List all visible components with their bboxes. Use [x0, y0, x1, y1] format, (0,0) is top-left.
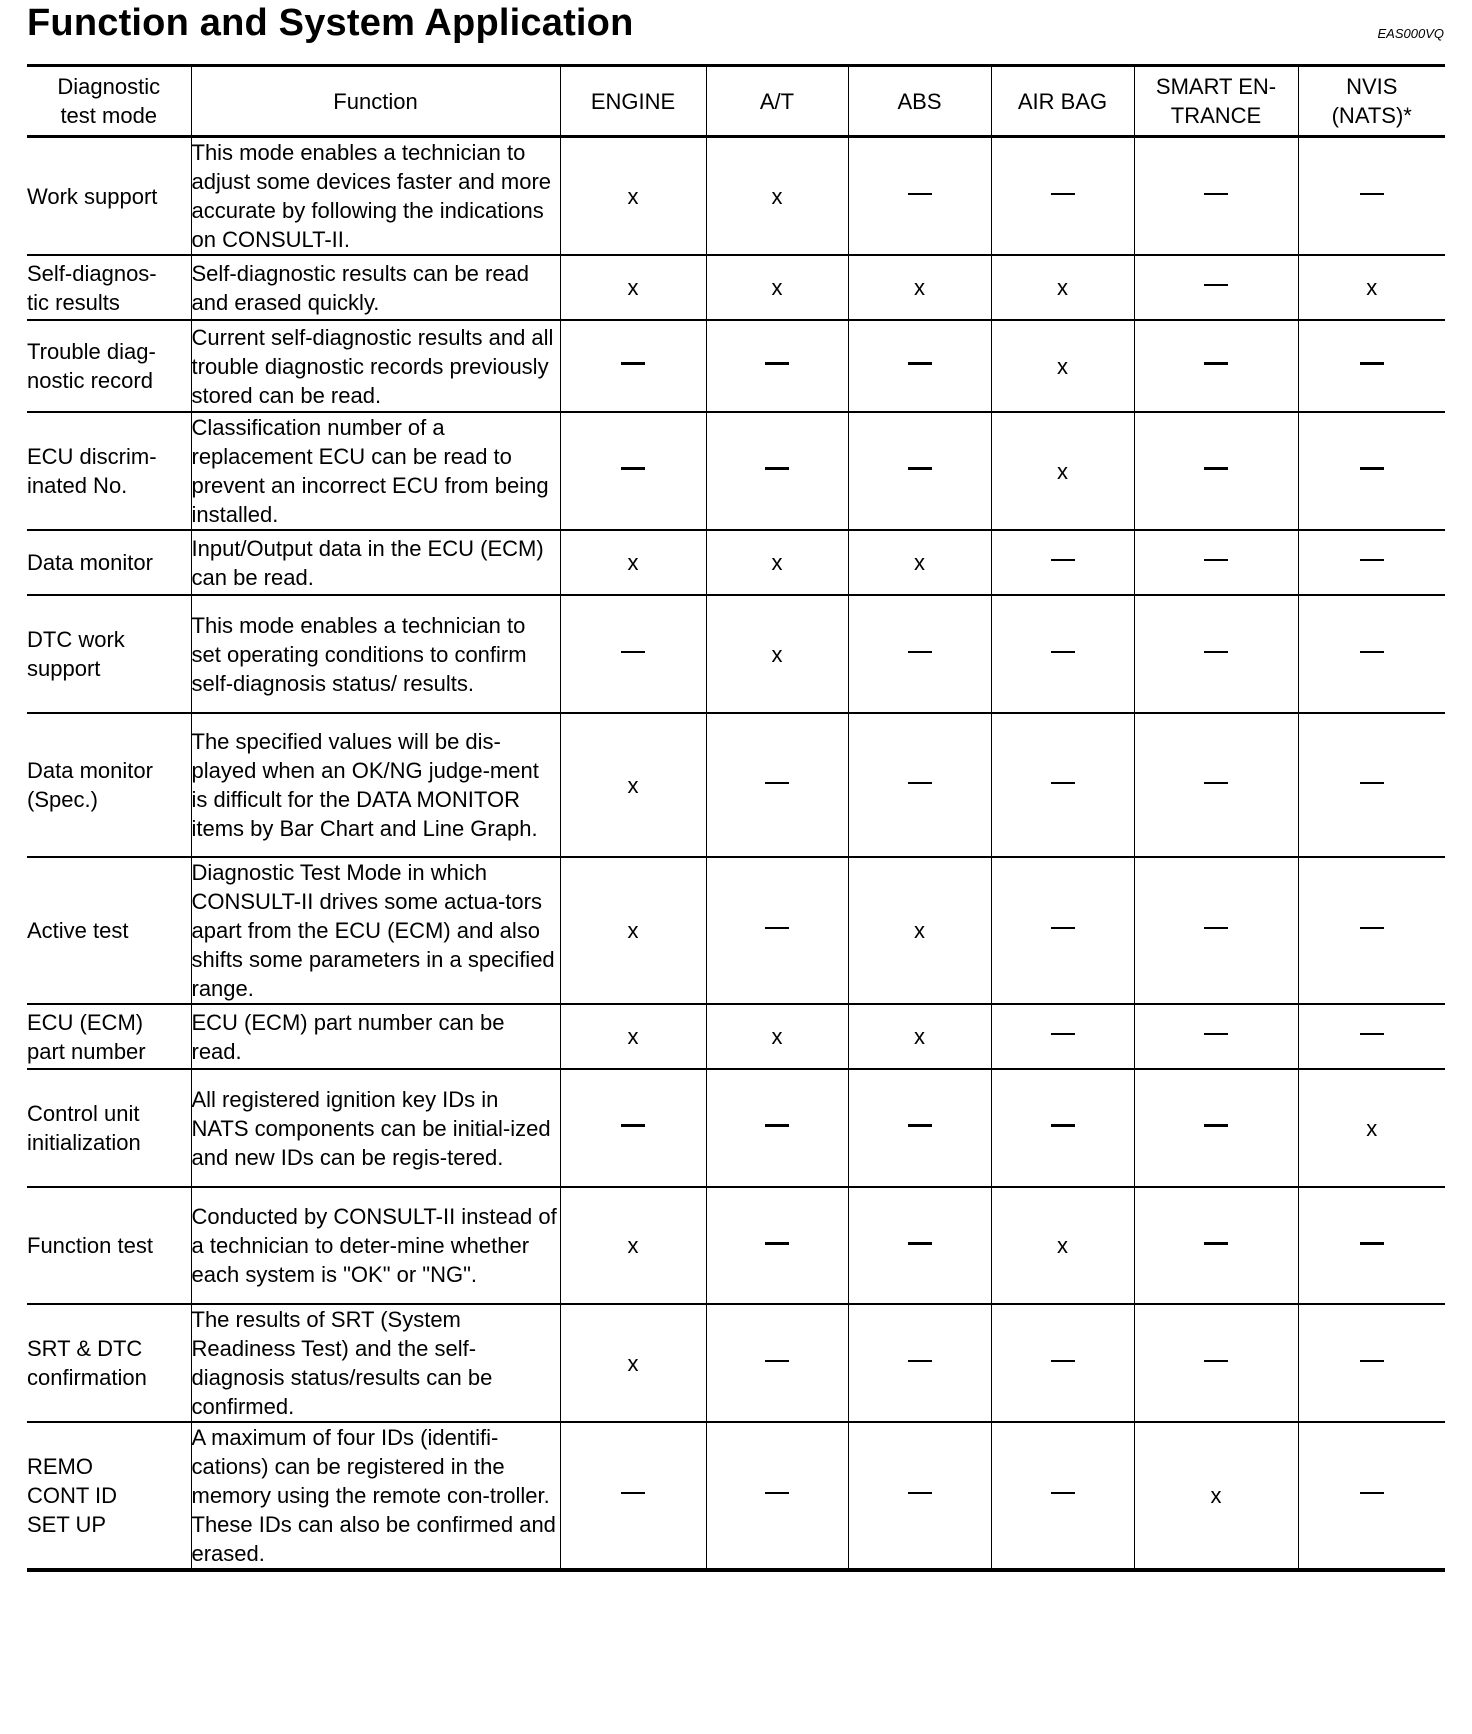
mark-cell-engine: [560, 857, 706, 1004]
applicable-mark: x: [627, 1350, 639, 1376]
dash-glyph: [765, 1360, 789, 1362]
table-body: [27, 137, 1445, 1571]
table-row: [27, 1004, 1445, 1069]
dash-glyph: [765, 1124, 789, 1127]
dash-glyph: [908, 1124, 932, 1127]
mark-cell-nvis-nats: [1298, 530, 1445, 595]
applicable-mark: x: [627, 1024, 639, 1049]
dash-glyph: [1051, 927, 1075, 929]
dash-glyph: [908, 1242, 932, 1245]
mark-cell-abs: [848, 713, 991, 857]
mark-cell-nvis-nats: [1298, 255, 1445, 320]
mark-cell-abs: [848, 1004, 991, 1069]
mark-cell-smart-entrance: [1134, 412, 1298, 530]
function-description-cell: Conducted by CONSULT-II instead of a technician to deter-mine whether each system is "OK" or "NG".: [191, 1187, 560, 1304]
dash-glyph: [765, 1242, 789, 1245]
table-row: [27, 412, 1445, 530]
mark-cell-nvis-nats: [1298, 412, 1445, 530]
diagnostic-mode-cell: Work support: [27, 137, 191, 256]
mark-cell-engine: [560, 320, 706, 412]
mark-cell-nvis-nats: [1298, 1422, 1445, 1570]
diagnostic-mode-cell: ECU (ECM) part number: [27, 1004, 191, 1069]
applicable-mark: x: [627, 183, 639, 209]
dash-glyph: [621, 1124, 645, 1127]
header-engine: ENGINE: [560, 66, 706, 137]
dash-glyph: [908, 1360, 932, 1362]
applicable-mark: x: [771, 183, 783, 209]
header-smart-entrance: SMART EN- TRANCE: [1134, 66, 1298, 137]
dash-glyph: [1360, 1242, 1384, 1245]
table-row: [27, 1304, 1445, 1422]
mark-cell-abs: [848, 595, 991, 713]
function-description-cell: This mode enables a technician to set operating conditions to confirm self-diagnosis status/ results.: [191, 595, 560, 713]
mark-cell-air-bag: [991, 255, 1134, 320]
mark-cell-air-bag: [991, 1304, 1134, 1422]
diagnostic-mode-cell: ECU discrim- inated No.: [27, 412, 191, 530]
dash-glyph: [1204, 193, 1228, 195]
mark-cell-nvis-nats: [1298, 1069, 1445, 1187]
mark-cell-at: [706, 530, 848, 595]
mark-cell-abs: [848, 530, 991, 595]
applicable-mark: x: [771, 550, 783, 575]
mark-cell-smart-entrance: [1134, 1069, 1298, 1187]
diagnostic-mode-cell: REMO CONT ID SET UP: [27, 1422, 191, 1570]
applicable-mark: x: [914, 275, 925, 300]
dash-glyph: [908, 362, 932, 365]
diagnostic-mode-cell: Data monitor (Spec.): [27, 713, 191, 857]
mark-cell-nvis-nats: [1298, 1304, 1445, 1422]
mark-cell-air-bag: [991, 595, 1134, 713]
page-title: Function and System Application: [27, 2, 634, 44]
function-description-cell: Current self-diagnostic results and all trouble diagnostic records previously stored can be read.: [191, 320, 560, 412]
mark-cell-nvis-nats: [1298, 595, 1445, 713]
mark-cell-smart-entrance: [1134, 255, 1298, 320]
dash-glyph: [1051, 1033, 1075, 1035]
mark-cell-air-bag: [991, 713, 1134, 857]
dash-glyph: [1204, 1124, 1228, 1127]
table-row: [27, 713, 1445, 857]
mark-cell-smart-entrance: [1134, 857, 1298, 1004]
dash-glyph: [765, 782, 789, 784]
dash-glyph: [765, 1492, 789, 1494]
dash-glyph: [908, 193, 932, 195]
dash-glyph: [765, 467, 789, 470]
mark-cell-at: [706, 595, 848, 713]
mark-cell-abs: [848, 1422, 991, 1570]
applicable-mark: x: [914, 550, 925, 575]
mark-cell-smart-entrance: [1134, 1187, 1298, 1304]
header-air-bag: AIR BAG: [991, 66, 1134, 137]
dash-glyph: [1360, 1492, 1384, 1494]
diagnostic-mode-cell: Self-diagnos- tic results: [27, 255, 191, 320]
mark-cell-abs: [848, 320, 991, 412]
dash-glyph: [621, 1492, 645, 1494]
dash-glyph: [1204, 284, 1228, 286]
table-row: [27, 1187, 1445, 1304]
dash-glyph: [1360, 651, 1384, 653]
dash-glyph: [908, 467, 932, 470]
dash-glyph: [1360, 782, 1384, 784]
dash-glyph: [1051, 1492, 1075, 1494]
mark-cell-nvis-nats: [1298, 857, 1445, 1004]
mark-cell-abs: [848, 1187, 991, 1304]
mark-cell-at: [706, 1422, 848, 1570]
diagnostic-mode-cell: Data monitor: [27, 530, 191, 595]
applicable-mark: x: [914, 918, 925, 943]
diagnostic-mode-cell: DTC work support: [27, 595, 191, 713]
mark-cell-engine: [560, 1187, 706, 1304]
mark-cell-engine: [560, 530, 706, 595]
function-description-cell: ECU (ECM) part number can be read.: [191, 1004, 560, 1069]
mark-cell-smart-entrance: [1134, 713, 1298, 857]
dash-glyph: [1051, 782, 1075, 784]
applicable-mark: x: [1366, 1115, 1378, 1141]
dash-glyph: [1360, 362, 1384, 365]
mark-cell-engine: [560, 595, 706, 713]
dash-glyph: [1204, 362, 1228, 365]
mark-cell-air-bag: [991, 1187, 1134, 1304]
dash-glyph: [621, 651, 645, 653]
mark-cell-engine: [560, 255, 706, 320]
applicable-mark: x: [771, 1024, 783, 1049]
table-row: [27, 137, 1445, 256]
table-row: [27, 255, 1445, 320]
applicable-mark: x: [1057, 1233, 1068, 1258]
mark-cell-abs: [848, 255, 991, 320]
applicable-mark: x: [1366, 275, 1378, 300]
mark-cell-smart-entrance: [1134, 137, 1298, 256]
function-description-cell: This mode enables a technician to adjust some devices faster and more accurate by following the indications on CONSULT-II.: [191, 137, 560, 256]
dash-glyph: [1051, 559, 1075, 561]
mark-cell-air-bag: [991, 1004, 1134, 1069]
diagnostic-mode-cell: Active test: [27, 857, 191, 1004]
mark-cell-air-bag: [991, 1069, 1134, 1187]
dash-glyph: [1360, 1033, 1384, 1035]
applicable-mark: x: [627, 918, 639, 943]
mark-cell-air-bag: [991, 1422, 1134, 1570]
diagnostic-mode-cell: SRT & DTC confirmation: [27, 1304, 191, 1422]
table-row: [27, 595, 1445, 713]
mark-cell-at: [706, 1004, 848, 1069]
header-nvis-nats: NVIS (NATS)*: [1298, 66, 1445, 137]
mark-cell-at: [706, 320, 848, 412]
mark-cell-smart-entrance: [1134, 320, 1298, 412]
diagnostic-mode-cell: Function test: [27, 1187, 191, 1304]
applicable-mark: x: [914, 1024, 925, 1049]
dash-glyph: [1204, 651, 1228, 653]
function-description-cell: Input/Output data in the ECU (ECM) can be read.: [191, 530, 560, 595]
mark-cell-engine: [560, 412, 706, 530]
mark-cell-abs: [848, 1304, 991, 1422]
dash-glyph: [1360, 467, 1384, 470]
header-diagnostic-test-mode: Diagnostic test mode: [27, 66, 191, 137]
applicable-mark: x: [1057, 275, 1068, 300]
mark-cell-at: [706, 255, 848, 320]
mark-cell-at: [706, 713, 848, 857]
applicable-mark: x: [627, 772, 639, 798]
dash-glyph: [1051, 1124, 1075, 1127]
dash-glyph: [1204, 1360, 1228, 1362]
applicable-mark: x: [627, 550, 639, 575]
function-application-table: [27, 64, 1445, 1572]
dash-glyph: [1204, 559, 1228, 561]
applicable-mark: x: [1210, 1483, 1222, 1508]
header-function: Function: [191, 66, 560, 137]
mark-cell-smart-entrance: [1134, 530, 1298, 595]
mark-cell-engine: [560, 1304, 706, 1422]
dash-glyph: [621, 362, 645, 365]
mark-cell-engine: [560, 1422, 706, 1570]
mark-cell-air-bag: [991, 412, 1134, 530]
applicable-mark: x: [627, 1233, 639, 1258]
dash-glyph: [908, 1492, 932, 1494]
dash-glyph: [1204, 1033, 1228, 1035]
dash-glyph: [1051, 651, 1075, 653]
applicable-mark: x: [771, 275, 783, 300]
applicable-mark: x: [627, 275, 639, 300]
table-row: [27, 1422, 1445, 1570]
mark-cell-at: [706, 1069, 848, 1187]
applicable-mark: x: [1057, 458, 1068, 484]
mark-cell-smart-entrance: [1134, 1304, 1298, 1422]
dash-glyph: [1051, 1360, 1075, 1362]
mark-cell-abs: [848, 1069, 991, 1187]
mark-cell-air-bag: [991, 857, 1134, 1004]
mark-cell-at: [706, 1187, 848, 1304]
dash-glyph: [908, 782, 932, 784]
dash-glyph: [1204, 1242, 1228, 1245]
header-abs: ABS: [848, 66, 991, 137]
mark-cell-engine: [560, 1004, 706, 1069]
mark-cell-at: [706, 137, 848, 256]
dash-glyph: [1204, 467, 1228, 470]
function-description-cell: A maximum of four IDs (identifi-cations) can be registered in the memory using the remote con-troller. These IDs can also be confirmed and erased.: [191, 1422, 560, 1570]
function-description-cell: Classification number of a replacement ECU can be read to prevent an incorrect ECU from being installed.: [191, 412, 560, 530]
dash-glyph: [1051, 193, 1075, 195]
dash-glyph: [1360, 927, 1384, 929]
applicable-mark: x: [771, 641, 783, 667]
table-row: [27, 857, 1445, 1004]
mark-cell-engine: [560, 137, 706, 256]
dash-glyph: [1360, 559, 1384, 561]
mark-cell-at: [706, 857, 848, 1004]
diagnostic-mode-cell: Trouble diag- nostic record: [27, 320, 191, 412]
dash-glyph: [621, 467, 645, 470]
table-row: [27, 320, 1445, 412]
mark-cell-at: [706, 1304, 848, 1422]
mark-cell-air-bag: [991, 530, 1134, 595]
mark-cell-abs: [848, 412, 991, 530]
mark-cell-smart-entrance: [1134, 1004, 1298, 1069]
mark-cell-nvis-nats: [1298, 1004, 1445, 1069]
mark-cell-nvis-nats: [1298, 320, 1445, 412]
dash-glyph: [765, 362, 789, 365]
mark-cell-air-bag: [991, 320, 1134, 412]
header-at: A/T: [706, 66, 848, 137]
dash-glyph: [1204, 782, 1228, 784]
function-description-cell: Diagnostic Test Mode in which CONSULT-II drives some actua-tors apart from the ECU (ECM) and also shifts some parameters in a specified range.: [191, 857, 560, 1004]
mark-cell-smart-entrance: [1134, 1422, 1298, 1570]
function-description-cell: Self-diagnostic results can be read and erased quickly.: [191, 255, 560, 320]
dash-glyph: [1360, 193, 1384, 195]
table-header-row: [27, 66, 1445, 137]
dash-glyph: [908, 651, 932, 653]
mark-cell-nvis-nats: [1298, 137, 1445, 256]
mark-cell-nvis-nats: [1298, 1187, 1445, 1304]
mark-cell-smart-entrance: [1134, 595, 1298, 713]
mark-cell-air-bag: [991, 137, 1134, 256]
mark-cell-engine: [560, 1069, 706, 1187]
mark-cell-engine: [560, 713, 706, 857]
table-row: [27, 1069, 1445, 1187]
dash-glyph: [1360, 1360, 1384, 1362]
table-row: [27, 530, 1445, 595]
mark-cell-abs: [848, 857, 991, 1004]
diagnostic-mode-cell: Control unit initialization: [27, 1069, 191, 1187]
mark-cell-nvis-nats: [1298, 713, 1445, 857]
document-code: EAS000VQ: [1377, 26, 1444, 41]
dash-glyph: [1204, 927, 1228, 929]
function-description-cell: The results of SRT (System Readiness Test) and the self-diagnosis status/results can be confirmed.: [191, 1304, 560, 1422]
mark-cell-at: [706, 412, 848, 530]
function-description-cell: The specified values will be dis-played when an OK/NG judge-ment is difficult for the DATA MONITOR items by Bar Chart and Line Graph.: [191, 713, 560, 857]
dash-glyph: [765, 927, 789, 929]
mark-cell-abs: [848, 137, 991, 256]
function-description-cell: All registered ignition key IDs in NATS components can be initial-ized and new IDs can be regis-tered.: [191, 1069, 560, 1187]
applicable-mark: x: [1057, 353, 1068, 379]
